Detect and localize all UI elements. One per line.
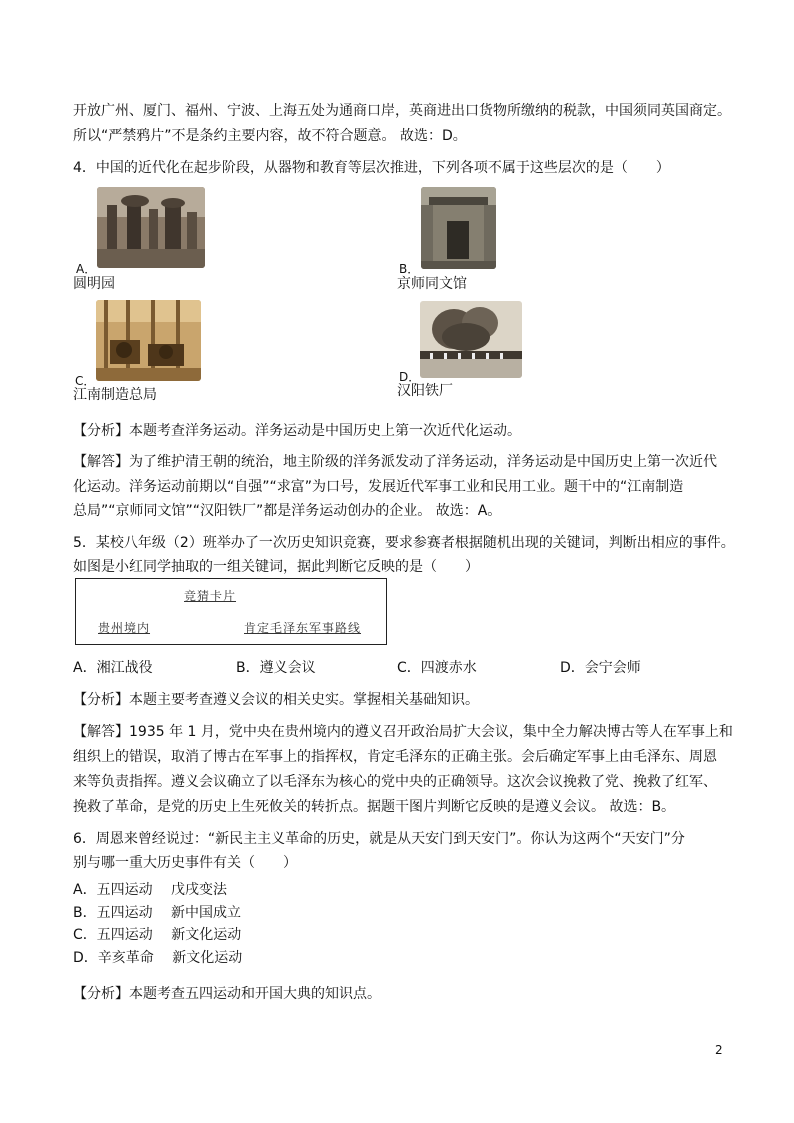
- option-b-image: [421, 187, 496, 269]
- option-c-image: [96, 300, 201, 381]
- q6-analysis: 【分析】本题考查五四运动和开国大典的知识点。: [73, 986, 381, 1002]
- option-a-label: A．: [76, 262, 97, 276]
- option-b-text: 京师同文馆: [397, 276, 467, 292]
- card-keyword-2: 肯定毛泽东军事路线: [244, 621, 362, 635]
- intro-line-2: 所以“严禁鸦片”不是条约主要内容，故不符合题意。 故选：D。: [73, 128, 467, 144]
- option-b-label: B．: [399, 262, 420, 276]
- q6-choice-d: D．辛亥革命 新文化运动: [73, 950, 243, 966]
- option-c-label: C．: [75, 374, 96, 388]
- option-a-image: [97, 187, 205, 268]
- option-d-label: D．: [399, 370, 421, 384]
- q6-question-line-1: 6．周恩来曾经说过：“新民主主义革命的历史，就是从天安门到天安门”。你认为这两个“天安门”分: [73, 831, 685, 847]
- q5-choice-c: C．四渡赤水: [397, 660, 477, 676]
- q5-choice-a: A．湘江战役: [73, 660, 153, 676]
- q4-answer-line-2: 化运动。洋务运动前期以“自强”“求富”为口号，发展近代军事工业和民用工业。题干中的“江南制造: [73, 479, 684, 495]
- option-d-text: 汉阳铁厂: [397, 383, 453, 399]
- q4-answer-line-3: 总局”“京师同文馆”“汉阳铁厂”都是洋务运动创办的企业。 故选：A。: [73, 503, 502, 519]
- q4-answer-line-1: 【解答】为了维护清王朝的统治，地主阶级的洋务派发动了洋务运动，洋务运动是中国历史上第一次近代: [73, 454, 717, 470]
- q6-choice-b: B．五四运动 新中国成立: [73, 905, 242, 921]
- card-keyword-1: 贵州境内: [98, 621, 151, 635]
- q5-choice-b: B．遵义会议: [236, 660, 316, 676]
- option-d-image: [420, 301, 522, 378]
- q5-analysis: 【分析】本题主要考查遵义会议的相关史实。掌握相关基础知识。: [73, 692, 479, 708]
- q5-question-line-2: 如图是小红同学抽取的一组关键词，据此判断它反映的是（ ）: [73, 559, 479, 575]
- card-title: 竞猜卡片: [184, 589, 237, 603]
- q5-answer-line-2: 组织上的错误，取消了博古在军事上的指挥权，肯定毛泽东的正确主张。会后确定军事上由毛泽东、周恩: [73, 749, 717, 765]
- option-c-text: 江南制造总局: [73, 387, 157, 403]
- q5-answer-line-4: 挽救了革命，是党的历史上生死攸关的转折点。据题干图片判断它反映的是遵义会议。 故选：B。: [73, 799, 676, 815]
- q6-choice-c: C．五四运动 新文化运动: [73, 927, 242, 943]
- keyword-card: [75, 578, 387, 645]
- intro-line-1: 开放广州、厦门、福州、宁波、上海五处为通商口岸，英商进出口货物所缴纳的税款，中国须同英国商定。: [73, 103, 731, 119]
- option-a-text: 圆明园: [73, 276, 115, 292]
- q5-answer-line-1: 【解答】1935 年 1 月，党中央在贵州境内的遵义召开政治局扩大会议，集中全力解决博古等人在军事上和: [73, 724, 733, 740]
- q4-question: 4．中国的近代化在起步阶段，从器物和教育等层次推进，下列各项不属于这些层次的是（ ）: [73, 160, 670, 176]
- q4-analysis: 【分析】本题考查洋务运动。洋务运动是中国历史上第一次近代化运动。: [73, 423, 521, 439]
- page-number: 2: [715, 1043, 723, 1057]
- q6-choice-a: A．五四运动 戊戌变法: [73, 882, 228, 898]
- q5-choice-d: D．会宁会师: [560, 660, 641, 676]
- q5-answer-line-3: 来等负责指挥。遵义会议确立了以毛泽东为核心的党中央的正确领导。这次会议挽救了党、挽救了红军、: [73, 774, 717, 790]
- q5-question-line-1: 5．某校八年级（2）班举办了一次历史知识竞赛，要求参赛者根据随机出现的关键词，判断出相应的事件。: [73, 535, 735, 551]
- q6-question-line-2: 别与哪一重大历史事件有关（ ）: [73, 855, 297, 871]
